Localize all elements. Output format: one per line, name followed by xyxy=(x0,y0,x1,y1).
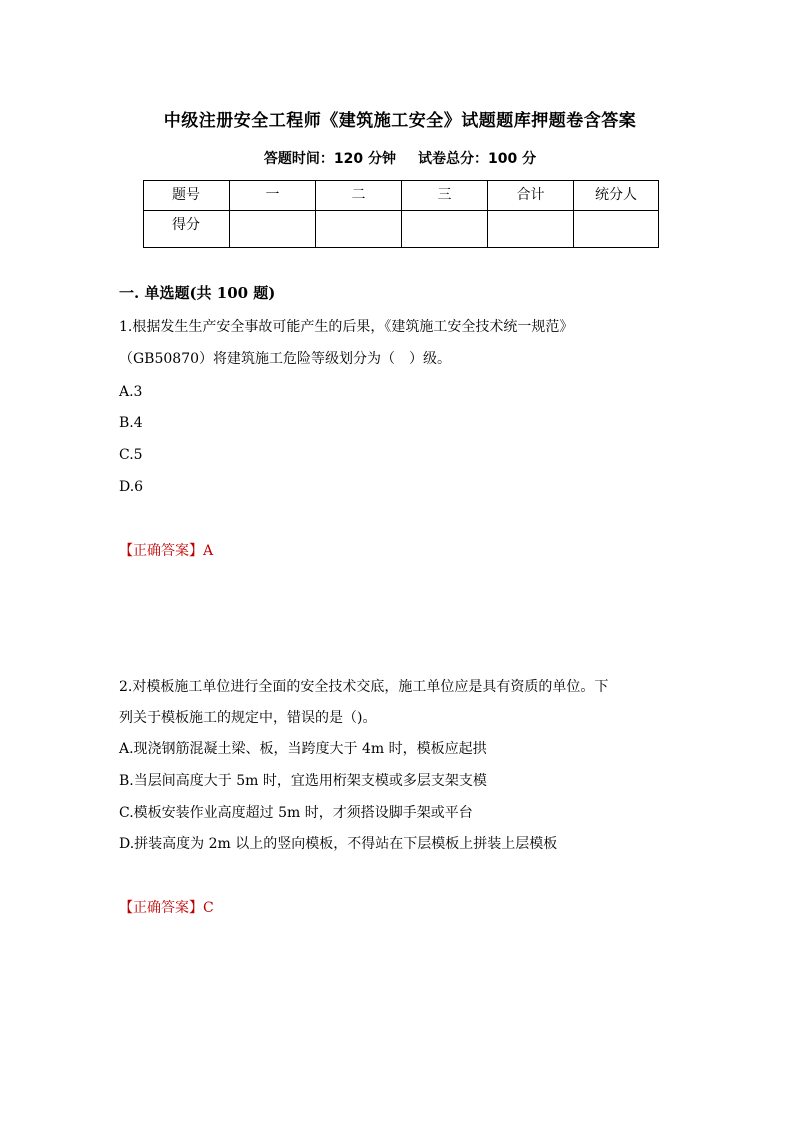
score-label: 试卷总分：100 分 xyxy=(418,151,537,167)
exam-info xyxy=(0,148,800,168)
score-cell xyxy=(574,211,659,248)
time-label: 答题时间：120 分钟 xyxy=(263,151,396,167)
question-2-option-a: A.现浇钢筋混凝土梁、板，当跨度大于 4m 时，模板应起拱 xyxy=(119,741,487,757)
score-header-cell: 三 xyxy=(402,181,488,211)
question-1-option-b: B.4 xyxy=(119,415,143,431)
question-2-option-b: B.当层间高度大于 5m 时，宜选用桁架支模或多层支架支模 xyxy=(119,773,487,789)
score-cell xyxy=(402,211,488,248)
score-cell xyxy=(230,211,316,248)
exam-title: 中级注册安全工程师《建筑施工安全》试题题库押题卷含答案 xyxy=(163,111,637,131)
score-table-header-row xyxy=(144,181,659,211)
question-2-answer: 【正确答案】C xyxy=(119,900,214,916)
question-1-stem-line1: 1.根据发生生产安全事故可能产生的后果，《建筑施工安全技术统一规范》 xyxy=(119,319,574,335)
question-2-option-d: D.拼装高度为 2m 以上的竖向模板，不得站在下层模板上拼装上层模板 xyxy=(119,836,558,852)
question-1-option-c: C.5 xyxy=(119,447,143,463)
score-cell xyxy=(488,211,574,248)
question-1-option-d: D.6 xyxy=(119,479,144,495)
score-header-cell: 二 xyxy=(316,181,402,211)
score-table xyxy=(143,180,659,248)
score-cell xyxy=(316,211,402,248)
score-row-label: 得分 xyxy=(144,211,230,248)
question-2-option-c: C.模板安装作业高度超过 5m 时，才须搭设脚手架或平台 xyxy=(119,805,473,821)
section-title: 一. 单选题(共 100 题) xyxy=(119,284,276,302)
question-1-answer: 【正确答案】A xyxy=(119,543,214,559)
question-2-stem-line1: 2.对模板施工单位进行全面的安全技术交底，施工单位应是具有资质的单位。下 xyxy=(119,679,609,695)
question-1-stem-line2: （GB50870）将建筑施工危险等级划分为（ ）级。 xyxy=(119,351,452,367)
question-1-option-a: A.3 xyxy=(119,384,143,400)
score-header-cell: 题号 xyxy=(144,181,230,211)
score-header-cell: 合计 xyxy=(488,181,574,211)
score-header-cell: 一 xyxy=(230,181,316,211)
score-header-cell: 统分人 xyxy=(574,181,659,211)
score-table-row xyxy=(144,211,659,248)
question-2-stem-line2: 列关于模板施工的规定中，错误的是（)。 xyxy=(119,710,377,726)
